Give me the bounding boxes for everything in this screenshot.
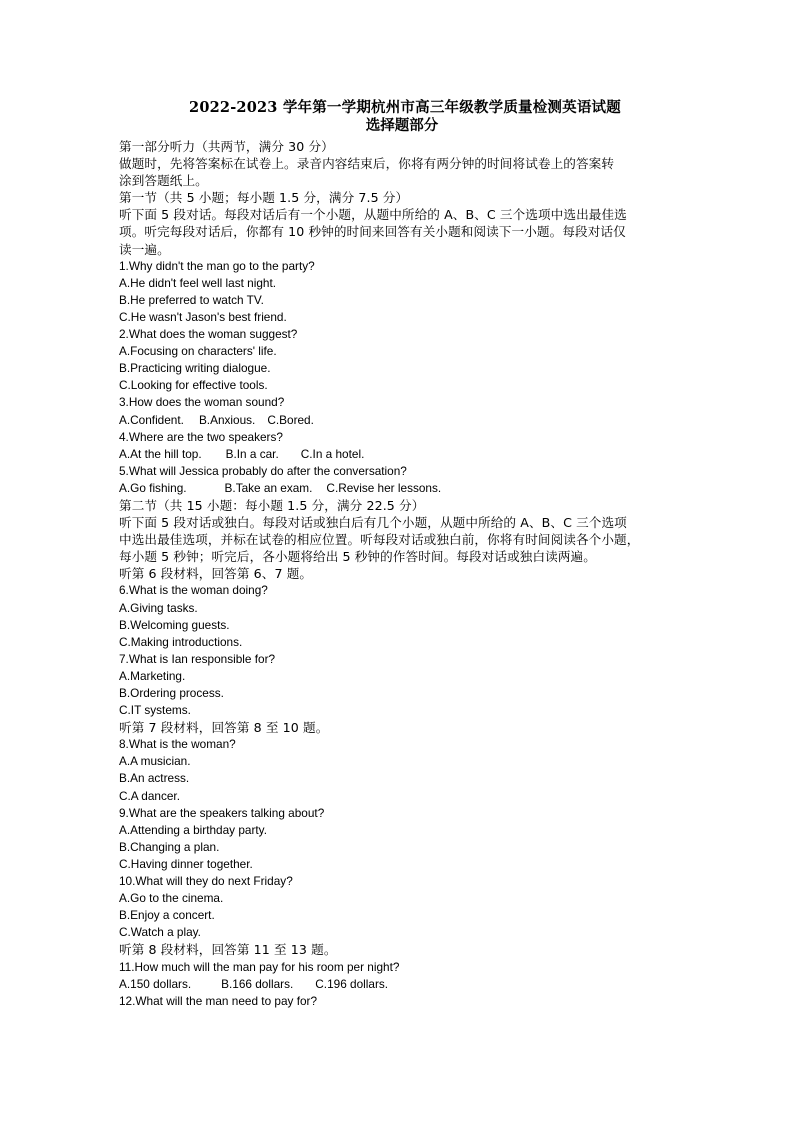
question-text: 9.What are the speakers talking about? [119, 805, 325, 820]
question-text: 3.How does the woman sound? [119, 395, 285, 410]
option-row [119, 446, 679, 463]
answer-option: C.He wasn't Jason's best friend. [119, 309, 287, 324]
answer-option: A.At the hill top. [119, 446, 202, 461]
question-text: 6.What is the woman doing? [119, 583, 268, 598]
instruction-line: 第一部分听力（共两节，满分 30 分） [119, 139, 334, 154]
answer-option: A.Attending a birthday party. [119, 822, 267, 837]
option-row [119, 412, 679, 429]
answer-option: B.Enjoy a concert. [119, 908, 215, 923]
instruction-line: 听下面 5 段对话或独白。每段对话或独白后有几个小题，从题中所给的 A、B、C 三个选项 [119, 515, 627, 531]
instruction-line: 听下面 5 段对话。每段对话后有一个小题，从题中所给的 A、B、C 三个选项中选出最佳选 [119, 207, 627, 223]
instruction-line: 听第 8 段材料，回答第 11 至 13 题。 [119, 942, 337, 958]
answer-option: A.150 dollars. [119, 976, 192, 991]
instruction-line: 项。听完每段对话后，你都有 10 秒钟的时间来回答有关小题和阅读下一小题。每段对话仅 [119, 224, 626, 240]
answer-option: B.166 dollars. [221, 976, 294, 991]
instruction-line: 做题时，先将答案标在试卷上。录音内容结束后，你将有两分钟的时间将试卷上的答案转 [119, 156, 615, 172]
header [0, 99, 794, 135]
answer-option: C.Bored. [267, 412, 314, 427]
instruction-line: 第一节（共 5 小题；每小题 1.5 分，满分 7.5 分） [119, 190, 409, 206]
answer-option: B.In a car. [225, 446, 279, 461]
answer-option: C.Revise her lessons. [326, 480, 442, 495]
answer-option: B.An actress. [119, 771, 190, 786]
answer-option: A.Marketing. [119, 668, 186, 683]
answer-option: A.Go to the cinema. [119, 891, 224, 906]
answer-option: B.Practicing writing dialogue. [119, 361, 271, 376]
instruction-line: 读一遍。 [119, 241, 170, 257]
answer-option: C.Making introductions. [119, 634, 243, 649]
question-text: 10.What will they do next Friday? [119, 874, 293, 889]
exam-body [119, 138, 679, 1010]
question-text: 12.What will the man need to pay for? [119, 993, 318, 1008]
answer-option: B.Welcoming guests. [119, 617, 230, 632]
answer-option: A.Focusing on characters' life. [119, 344, 277, 359]
instruction-line: 听第 7 段材料，回答第 8 至 10 题。 [119, 720, 329, 736]
answer-option: C.A dancer. [119, 788, 180, 803]
option-row [119, 480, 679, 497]
question-text: 11.How much will the man pay for his room per night? [119, 959, 400, 974]
answer-option: C.196 dollars. [315, 976, 389, 991]
instruction-line: 每小题 5 秒钟；听完后，各小题将给出 5 秒钟的作答时间。每段对话或独白读两遍。 [119, 549, 596, 565]
answer-option: A.Giving tasks. [119, 600, 198, 615]
answer-option: B.Anxious. [198, 412, 256, 427]
answer-option: B.He preferred to watch TV. [119, 292, 264, 307]
answer-option: B.Changing a plan. [119, 839, 220, 854]
answer-option: C.Watch a play. [119, 925, 201, 940]
question-text: 5.What will Jessica probably do after the conversation? [119, 463, 407, 478]
page-subtitle: 选择题部分 [365, 117, 439, 134]
answer-option: C.Having dinner together. [119, 856, 253, 871]
question-text: 1.Why didn't the man go to the party? [119, 258, 315, 273]
question-text: 7.What is Ian responsible for? [119, 651, 276, 666]
question-text: 8.What is the woman? [119, 737, 236, 752]
answer-option: A.Confident. [119, 412, 184, 427]
instruction-line: 涂到答题纸上。 [119, 173, 208, 189]
answer-option: C.IT systems. [119, 703, 191, 718]
page-title: 2022-2023 学年第一学期杭州市高三年级教学质量检测英语试题 [189, 99, 621, 116]
instruction-line: 第二节（共 15 小题：每小题 1.5 分，满分 22.5 分） [119, 497, 425, 513]
answer-option: B.Ordering process. [119, 686, 224, 700]
option-row [119, 976, 679, 993]
answer-option: B.Take an exam. [224, 480, 313, 495]
question-text: 4.Where are the two speakers? [119, 429, 283, 444]
instruction-line: 听第 6 段材料，回答第 6、7 题。 [119, 566, 313, 582]
answer-option: C.Looking for effective tools. [119, 378, 268, 393]
answer-option: A.Go fishing. [119, 480, 187, 495]
answer-option: C.In a hotel. [300, 446, 365, 461]
answer-option: A.He didn't feel well last night. [119, 275, 277, 290]
instruction-line: 中选出最佳选项，并标在试卷的相应位置。听每段对话或独白前，你将有时间阅读各个小题， [119, 532, 640, 548]
question-text: 2.What does the woman suggest? [119, 327, 298, 342]
answer-option: A.A musician. [119, 754, 191, 769]
